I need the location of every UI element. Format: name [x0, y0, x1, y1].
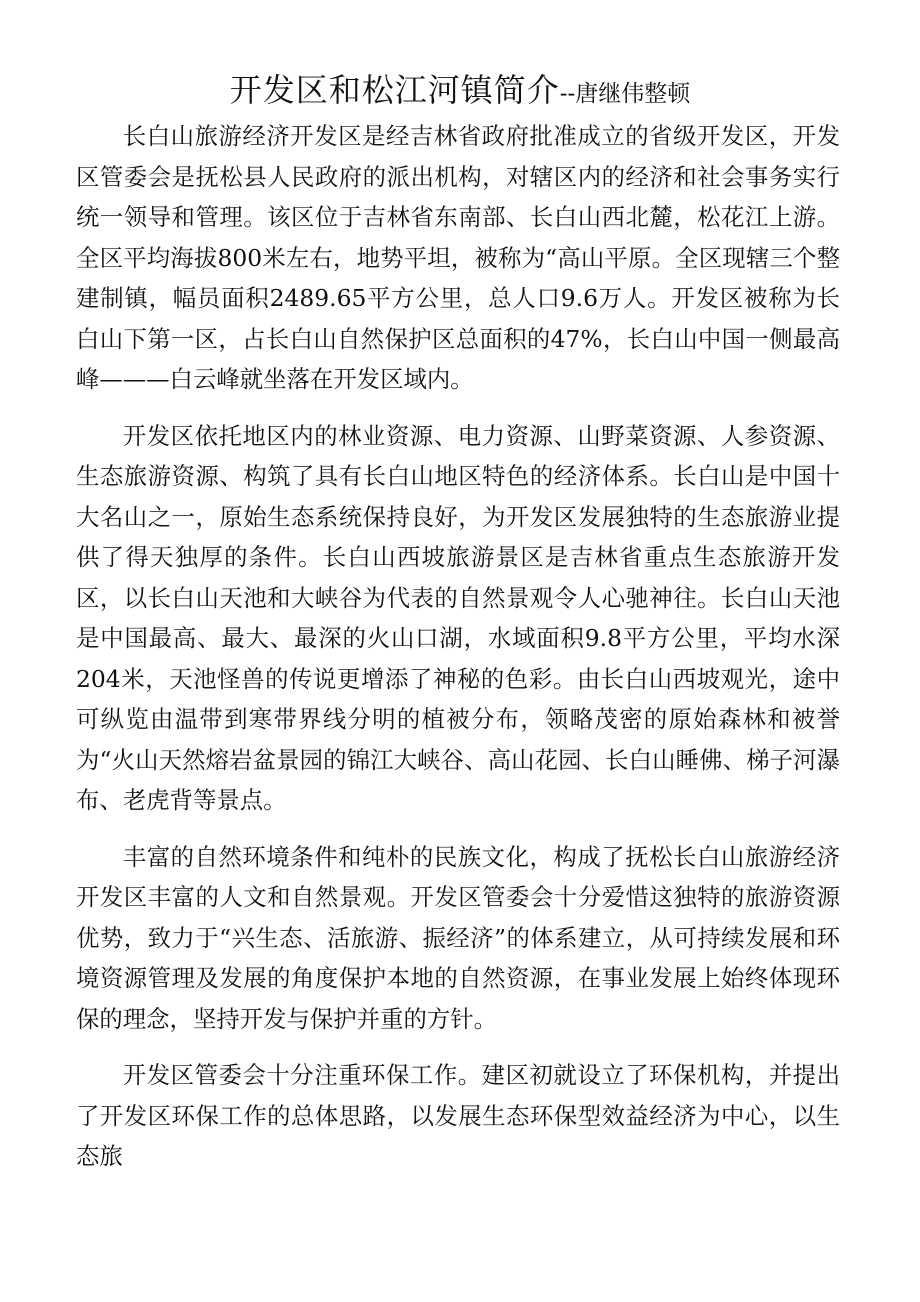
paragraph: 长白山旅游经济开发区是经吉林省政府批准成立的省级开发区，开发区管委会是抚松县人民政府的派出机构，对辖区内的经济和社会事务实行统一领导和管理。该区位于吉林省东南部、长白山西北麓，松花江上游。全区平均海拔800米左右，地势平坦，被称为“高山平原。全区现辖三个整建制镇，幅员面积2489.65平方公里，总人口9.6万人。开发区被称为长白山下第一区，占长白山自然保护区总面积的47%，长白山中国一侧最高峰———白云峰就坐落在开发区域内。 [76, 122, 840, 393]
paragraph: 开发区管委会十分注重环保工作。建区初就设立了环保机构，并提出了开发区环保工作的总体思路，以发展生态环保型效益经济为中心，以生态旅 [76, 1061, 840, 1170]
paragraph: 开发区依托地区内的林业资源、电力资源、山野菜资源、人参资源、生态旅游资源、构筑了具有长白山地区特色的经济体系。长白山是中国十大名山之一，原始生态系统保持良好，为开发区发展独特的生态旅游业提供了得天独厚的条件。长白山西坡旅游景区是吉林省重点生态旅游开发区，以长白山天池和大峡谷为代表的自然景观令人心驰神往。长白山天池是中国最高、最大、最深的火山口湖，水域面积9.8平方公里，平均水深204米，天池怪兽的传说更增添了神秘的色彩。由长白山西坡观光，途中可纵览由温带到寒带界线分明的植被分布，领略茂密的原始森林和被誉为“火山天然熔岩盆景园的锦江大峡谷、高山花园、长白山睡佛、梯子河瀑布、老虎背等景点。 [76, 421, 840, 814]
title-main: 开发区和松江河镇简介 [229, 71, 560, 109]
title-author: --唐继伟整顿 [559, 81, 691, 107]
paragraph: 丰富的自然环境条件和纯朴的民族文化，构成了抚松长白山旅游经济开发区丰富的人文和自然景观。开发区管委会十分爱惜这独特的旅游资源优势，致力于“兴生态、活旅游、振经济”的体系建立，从可持续发展和环境资源管理及发展的角度保护本地的自然资源，在事业发展上始终体现环保的理念，坚持开发与保护并重的方针。 [76, 842, 840, 1033]
document-title [0, 68, 920, 118]
document-body [76, 116, 840, 1193]
